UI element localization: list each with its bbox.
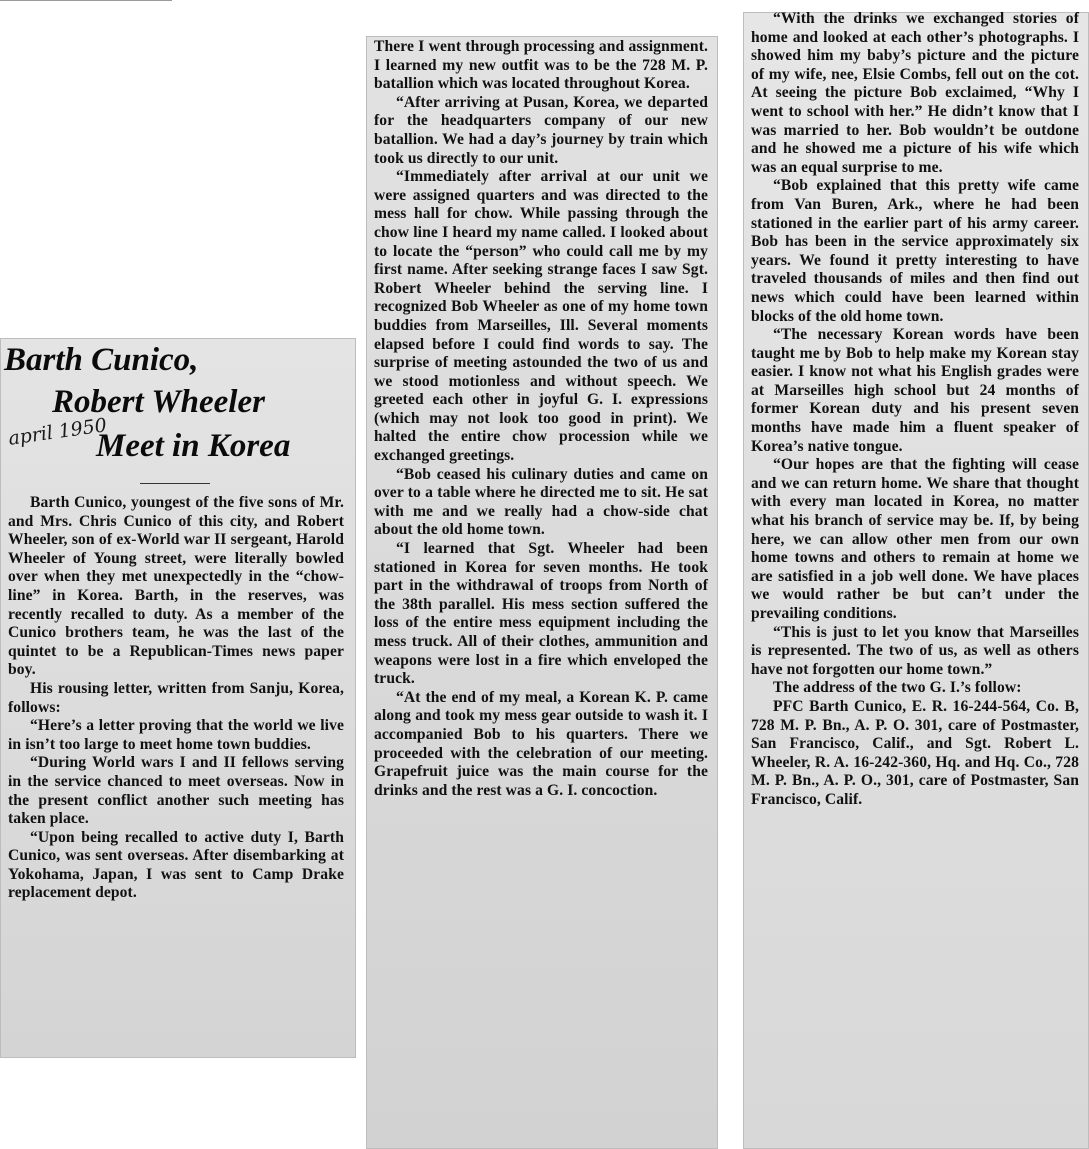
article-body-col-3	[751, 12, 1079, 810]
paragraph: “Here’s a letter proving that the world we live in isn’t too large to meet home town buddies.	[8, 717, 344, 753]
paragraph: “With the drinks we exchanged stories of home and looked at each other’s photographs. I showed him my baby’s picture and the picture of my wife, nee, Elsie Combs, fell out on the cot. At seeing the picture Bob exclaimed, “Why I went to school with her.” He didn’t know that I was married to her. Bob wouldn’t be outdone and he showed me a picture of his wife which was an equal surprise to me.	[751, 12, 1079, 176]
article-body-col-1	[8, 494, 344, 903]
clipping-column-3	[743, 12, 1089, 1149]
paragraph: PFC Barth Cunico, E. R. 16-244-564, Co. B, 728 M. P. Bn., A. P. O. 301, care of Postmaster, San Francisco, Calif., and Sgt. Robert L. Wheeler, R. A. 16-242-360, Hq. and Hq. Co., 728 M. P. Bn., A. P. O., 301, care of Postmaster, San Francisco, Calif.	[751, 697, 1079, 808]
paragraph: The address of the two G. I.’s follow:	[773, 679, 1022, 697]
paragraph: “I learned that Sgt. Wheeler had been stationed in Korea for seven months. He took part in the withdrawal of troops from North of the 38th parallel. His mess section suffered the loss of the entire mess equipment including the mess truck. All of their clothes, ammunition and weapons were lost in a fire which enveloped the truck.	[374, 540, 708, 688]
paragraph: Barth Cunico, youngest of the five sons of Mr. and Mrs. Chris Cunico of this city, and Robert Wheeler, son of ex-World war II sergeant, Harold Wheeler of Young street, were literally bowled over when they met unexpectedly in the “chow-line” in Korea. Barth, in the reserves, was recently recalled to duty. As a member of the Cunico brothers team, he was the last of the quintet to be a Republican-Times news paper boy.	[8, 494, 344, 679]
headline-line-3: Meet in Korea	[96, 428, 291, 464]
headline-line-2: Robert Wheeler	[52, 384, 265, 420]
paragraph: “Bob explained that this pretty wife came from Van Buren, Ark., where he had been stationed in the earlier part of his army career. Bob has been in the service approximately six years. We found it pretty interesting to have traveled thousands of miles and then find out news which could have been learned within blocks of the old home town.	[751, 177, 1079, 325]
paragraph: His rousing letter, written from Sanju, Korea, follows:	[8, 679, 344, 716]
headline-rule	[140, 483, 210, 484]
paragraph: “Our hopes are that the fighting will cease and we can return home. We share that thought with every man located in Korea, no matter what his branch of service may be. If, by being here, we can allow other men from our own home towns and others to remain at home we are satisfied in a job well done. We have places we would rather be but can’t under the prevailing conditions.	[751, 456, 1079, 622]
handwritten-date: april 1950	[6, 414, 109, 450]
paragraph: “During World wars I and II fellows serving in the service chanced to meet overseas. Now in the present conflict another such meeting has taken place.	[8, 754, 344, 828]
paragraph: “At the end of my meal, a Korean K. P. came along and took my mess gear outside to wash it. I accompanied Bob to his quarters. There we proceeded with the celebration of our meeting. Grapefruit juice was the main course for the drinks and the rest was a G. I. concoction.	[374, 688, 708, 799]
clipping-column-2	[366, 36, 718, 1149]
paragraph: There I went through processing and assignment. I learned my new outfit was to be the 728 M. P. batallion which was located throughout Korea.	[374, 38, 708, 93]
paragraph: “After arriving at Pusan, Korea, we departed for the headquarters company of our new batallion. We had a day’s journey by train which took us directly to our unit.	[374, 93, 708, 167]
headline-line-1: Barth Cunico,	[4, 342, 199, 378]
paragraph: “Bob ceased his culinary duties and came on over to a table where he directed me to sit. He sat with me and we really had a chow-side chat about the old home town.	[374, 465, 708, 539]
paragraph: “This is just to let you know that Marseilles is represented. The two of us, as well as others have not forgotten our home town.”	[751, 623, 1079, 678]
scan-edge-line	[0, 0, 172, 1]
paragraph: “Upon being recalled to active duty I, Barth Cunico, was sent overseas. After disembarking at Yokohama, Japan, I was sent to Camp Drake replacement depot.	[8, 828, 344, 902]
article-body-col-2	[374, 38, 708, 800]
clipping-column-1	[0, 338, 356, 1058]
paragraph: “The necessary Korean words have been taught me by Bob to help make my Korean stay easier. I know not what his English grades were at Marseilles high school but 24 months of former Korean duty and his present seven months have made him a fluent speaker of Korea’s native tongue.	[751, 326, 1079, 455]
paragraph: “Immediately after arrival at our unit we were assigned quarters and was directed to the mess hall for chow. While passing through the chow line I heard my name called. I looked about to locate the “person” who could call me by my first name. After seeking strange faces I saw Sgt. Robert Wheeler behind the serving line. I recognized Bob Wheeler as one of my home town buddies from Marseilles, Ill. Several moments elapsed before I could find words to say. The surprise of meeting astounded the two of us and we stood motionless and without speech. We greeted each other in joyful G. I. expressions (which may not look too good in print). We halted the entire chow procession while we exchanged greetings.	[374, 168, 708, 465]
